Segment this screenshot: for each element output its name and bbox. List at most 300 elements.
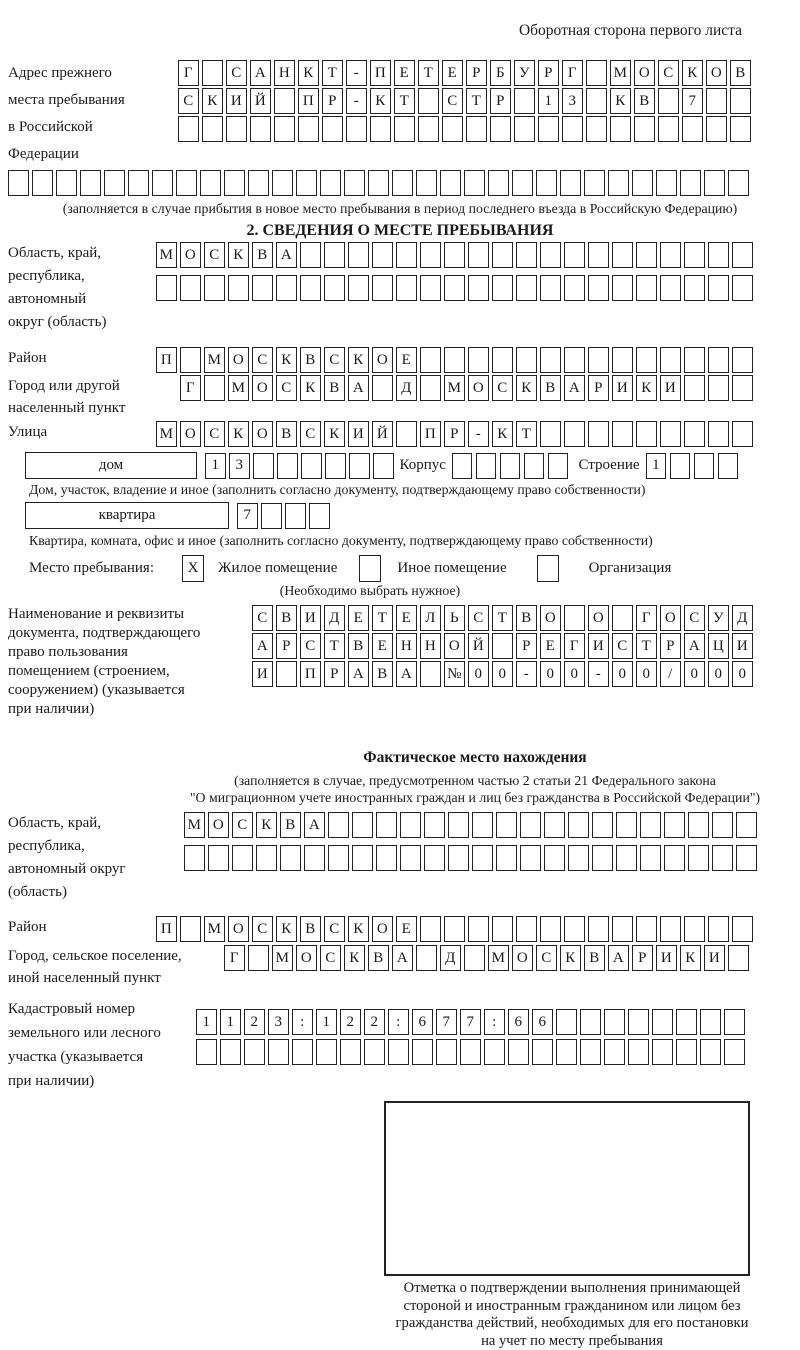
char-cell[interactable] (548, 453, 569, 479)
char-cell[interactable] (608, 170, 629, 196)
char-cell[interactable] (300, 242, 321, 268)
char-cell[interactable] (604, 1039, 625, 1065)
char-cell[interactable] (612, 242, 633, 268)
char-cell[interactable] (564, 242, 585, 268)
char-cell[interactable] (468, 275, 489, 301)
char-cell[interactable] (276, 275, 297, 301)
char-cell[interactable] (261, 503, 282, 529)
char-cell[interactable]: 1 (196, 1009, 217, 1035)
char-cell[interactable] (396, 275, 417, 301)
char-cell[interactable] (468, 347, 489, 373)
char-cell[interactable] (512, 170, 533, 196)
char-cell[interactable] (556, 1009, 577, 1035)
char-cell[interactable] (444, 242, 465, 268)
char-cell[interactable]: И (252, 661, 273, 687)
char-cell[interactable] (684, 275, 705, 301)
char-cell[interactable]: У (514, 60, 535, 86)
district-row[interactable] (156, 347, 753, 373)
char-cell[interactable] (372, 242, 393, 268)
char-cell[interactable]: С (232, 812, 253, 838)
char-cell[interactable]: А (608, 945, 629, 971)
char-cell[interactable]: К (276, 347, 297, 373)
char-cell[interactable] (670, 453, 691, 479)
char-cell[interactable] (660, 347, 681, 373)
char-cell[interactable] (256, 845, 277, 871)
char-cell[interactable]: А (396, 661, 417, 687)
char-cell[interactable]: Е (394, 60, 415, 86)
char-cell[interactable] (588, 275, 609, 301)
char-cell[interactable] (32, 170, 53, 196)
char-cell[interactable]: С (658, 60, 679, 86)
char-cell[interactable] (514, 88, 535, 114)
char-cell[interactable]: О (208, 812, 229, 838)
char-cell[interactable] (588, 347, 609, 373)
char-cell[interactable]: М (156, 421, 177, 447)
char-cell[interactable] (276, 661, 297, 687)
char-cell[interactable]: С (468, 605, 489, 631)
apartment-number-cells[interactable] (237, 503, 330, 529)
char-cell[interactable] (612, 275, 633, 301)
char-cell[interactable] (250, 116, 271, 142)
char-cell[interactable]: 2 (340, 1009, 361, 1035)
char-cell[interactable]: 0 (636, 661, 657, 687)
document-row-2[interactable] (252, 633, 753, 659)
char-cell[interactable] (396, 242, 417, 268)
char-cell[interactable] (274, 116, 295, 142)
char-cell[interactable] (612, 347, 633, 373)
char-cell[interactable] (416, 170, 437, 196)
prev-address-row-1[interactable] (178, 60, 751, 86)
char-cell[interactable]: Б (490, 60, 511, 86)
char-cell[interactable]: С (492, 375, 513, 401)
char-cell[interactable] (280, 845, 301, 871)
char-cell[interactable]: 6 (412, 1009, 433, 1035)
char-cell[interactable] (556, 1039, 577, 1065)
char-cell[interactable] (628, 1039, 649, 1065)
char-cell[interactable]: Л (420, 605, 441, 631)
char-cell[interactable] (268, 1039, 289, 1065)
char-cell[interactable]: И (732, 633, 753, 659)
char-cell[interactable] (204, 275, 225, 301)
char-cell[interactable] (610, 116, 631, 142)
char-cell[interactable]: М (488, 945, 509, 971)
char-cell[interactable] (340, 1039, 361, 1065)
char-cell[interactable] (418, 88, 439, 114)
char-cell[interactable]: М (444, 375, 465, 401)
char-cell[interactable]: К (636, 375, 657, 401)
char-cell[interactable] (580, 1039, 601, 1065)
char-cell[interactable]: Р (632, 945, 653, 971)
char-cell[interactable]: И (348, 421, 369, 447)
char-cell[interactable] (394, 116, 415, 142)
char-cell[interactable]: Е (372, 633, 393, 659)
char-cell[interactable] (56, 170, 77, 196)
char-cell[interactable] (285, 503, 306, 529)
char-cell[interactable]: О (706, 60, 727, 86)
char-cell[interactable]: 2 (364, 1009, 385, 1035)
char-cell[interactable] (244, 1039, 265, 1065)
char-cell[interactable] (604, 1009, 625, 1035)
char-cell[interactable] (508, 1039, 529, 1065)
char-cell[interactable] (373, 453, 394, 479)
char-cell[interactable]: А (348, 375, 369, 401)
char-cell[interactable]: С (204, 242, 225, 268)
char-cell[interactable] (660, 275, 681, 301)
char-cell[interactable] (658, 88, 679, 114)
char-cell[interactable] (464, 945, 485, 971)
char-cell[interactable] (540, 347, 561, 373)
char-cell[interactable]: В (516, 605, 537, 631)
char-cell[interactable]: И (588, 633, 609, 659)
char-cell[interactable] (472, 812, 493, 838)
house-number-cells[interactable] (205, 453, 394, 479)
char-cell[interactable]: Р (660, 633, 681, 659)
char-cell[interactable]: О (588, 605, 609, 631)
char-cell[interactable] (484, 1039, 505, 1065)
char-cell[interactable] (448, 845, 469, 871)
char-cell[interactable] (540, 242, 561, 268)
char-cell[interactable]: К (344, 945, 365, 971)
char-cell[interactable]: Р (490, 88, 511, 114)
char-cell[interactable]: П (298, 88, 319, 114)
char-cell[interactable] (660, 242, 681, 268)
char-cell[interactable]: И (660, 375, 681, 401)
char-cell[interactable] (309, 503, 330, 529)
char-cell[interactable]: С (324, 916, 345, 942)
char-cell[interactable]: С (252, 347, 273, 373)
actual-region-row-1[interactable] (184, 812, 757, 838)
char-cell[interactable] (732, 275, 753, 301)
char-cell[interactable]: О (444, 633, 465, 659)
cadastral-row-2[interactable] (196, 1039, 745, 1065)
char-cell[interactable]: К (682, 60, 703, 86)
char-cell[interactable]: Н (396, 633, 417, 659)
char-cell[interactable]: 1 (205, 453, 226, 479)
char-cell[interactable] (490, 116, 511, 142)
char-cell[interactable] (660, 916, 681, 942)
char-cell[interactable] (418, 116, 439, 142)
char-cell[interactable] (568, 812, 589, 838)
char-cell[interactable] (708, 421, 729, 447)
document-row-1[interactable] (252, 605, 753, 631)
char-cell[interactable] (636, 275, 657, 301)
char-cell[interactable] (488, 170, 509, 196)
char-cell[interactable] (586, 88, 607, 114)
char-cell[interactable]: Т (394, 88, 415, 114)
char-cell[interactable]: О (228, 347, 249, 373)
char-cell[interactable] (420, 242, 441, 268)
char-cell[interactable]: Р (538, 60, 559, 86)
char-cell[interactable]: М (204, 347, 225, 373)
char-cell[interactable] (274, 88, 295, 114)
char-cell[interactable] (616, 845, 637, 871)
char-cell[interactable] (440, 170, 461, 196)
char-cell[interactable] (564, 347, 585, 373)
char-cell[interactable]: К (298, 60, 319, 86)
char-cell[interactable] (664, 845, 685, 871)
stay-type-residential-checkbox[interactable]: X (182, 555, 204, 582)
char-cell[interactable] (540, 421, 561, 447)
char-cell[interactable] (732, 375, 753, 401)
char-cell[interactable]: К (228, 421, 249, 447)
char-cell[interactable] (732, 421, 753, 447)
char-cell[interactable]: И (612, 375, 633, 401)
char-cell[interactable] (224, 170, 245, 196)
char-cell[interactable]: Н (420, 633, 441, 659)
char-cell[interactable]: М (204, 916, 225, 942)
char-cell[interactable]: К (492, 421, 513, 447)
char-cell[interactable] (708, 347, 729, 373)
char-cell[interactable] (220, 1039, 241, 1065)
char-cell[interactable]: 0 (612, 661, 633, 687)
char-cell[interactable]: К (560, 945, 581, 971)
char-cell[interactable]: Р (466, 60, 487, 86)
char-cell[interactable] (412, 1039, 433, 1065)
prev-address-row-3[interactable] (178, 116, 751, 142)
char-cell[interactable]: 7 (436, 1009, 457, 1035)
char-cell[interactable]: 0 (564, 661, 585, 687)
char-cell[interactable]: Т (324, 633, 345, 659)
char-cell[interactable]: К (348, 347, 369, 373)
char-cell[interactable] (388, 1039, 409, 1065)
char-cell[interactable] (712, 812, 733, 838)
char-cell[interactable] (664, 812, 685, 838)
char-cell[interactable] (520, 845, 541, 871)
char-cell[interactable] (588, 916, 609, 942)
char-cell[interactable]: Т (516, 421, 537, 447)
char-cell[interactable]: В (348, 633, 369, 659)
char-cell[interactable]: С (204, 421, 225, 447)
char-cell[interactable] (706, 116, 727, 142)
char-cell[interactable]: П (300, 661, 321, 687)
char-cell[interactable] (536, 170, 557, 196)
char-cell[interactable] (540, 275, 561, 301)
char-cell[interactable]: С (684, 605, 705, 631)
char-cell[interactable] (368, 170, 389, 196)
char-cell[interactable] (694, 453, 715, 479)
char-cell[interactable] (277, 453, 298, 479)
char-cell[interactable]: 7 (237, 503, 258, 529)
char-cell[interactable]: Е (540, 633, 561, 659)
char-cell[interactable] (344, 170, 365, 196)
char-cell[interactable] (316, 1039, 337, 1065)
char-cell[interactable]: Р (588, 375, 609, 401)
char-cell[interactable] (732, 916, 753, 942)
char-cell[interactable]: В (540, 375, 561, 401)
char-cell[interactable]: В (584, 945, 605, 971)
char-cell[interactable]: 3 (229, 453, 250, 479)
char-cell[interactable] (252, 275, 273, 301)
char-cell[interactable] (636, 347, 657, 373)
korpus-cells[interactable] (452, 453, 569, 479)
char-cell[interactable] (724, 1039, 745, 1065)
char-cell[interactable] (104, 170, 125, 196)
char-cell[interactable]: О (296, 945, 317, 971)
char-cell[interactable]: - (468, 421, 489, 447)
char-cell[interactable]: Р (324, 661, 345, 687)
char-cell[interactable]: Й (372, 421, 393, 447)
char-cell[interactable]: В (372, 661, 393, 687)
char-cell[interactable]: М (228, 375, 249, 401)
char-cell[interactable] (464, 170, 485, 196)
char-cell[interactable] (128, 170, 149, 196)
char-cell[interactable]: В (276, 605, 297, 631)
char-cell[interactable]: К (610, 88, 631, 114)
char-cell[interactable] (718, 453, 739, 479)
char-cell[interactable] (684, 347, 705, 373)
char-cell[interactable] (152, 170, 173, 196)
char-cell[interactable] (700, 1039, 721, 1065)
char-cell[interactable] (8, 170, 29, 196)
char-cell[interactable]: : (292, 1009, 313, 1035)
char-cell[interactable]: Р (322, 88, 343, 114)
char-cell[interactable]: И (226, 88, 247, 114)
char-cell[interactable] (202, 60, 223, 86)
char-cell[interactable] (540, 916, 561, 942)
char-cell[interactable]: В (300, 347, 321, 373)
char-cell[interactable]: У (708, 605, 729, 631)
char-cell[interactable] (372, 375, 393, 401)
char-cell[interactable] (516, 242, 537, 268)
char-cell[interactable]: О (252, 375, 273, 401)
char-cell[interactable]: М (156, 242, 177, 268)
char-cell[interactable]: Т (466, 88, 487, 114)
char-cell[interactable] (564, 916, 585, 942)
char-cell[interactable] (472, 845, 493, 871)
char-cell[interactable]: 0 (492, 661, 513, 687)
char-cell[interactable] (708, 916, 729, 942)
char-cell[interactable] (204, 375, 225, 401)
char-cell[interactable]: К (680, 945, 701, 971)
char-cell[interactable]: К (300, 375, 321, 401)
char-cell[interactable]: А (276, 242, 297, 268)
char-cell[interactable]: 0 (732, 661, 753, 687)
char-cell[interactable]: Г (180, 375, 201, 401)
char-cell[interactable] (376, 812, 397, 838)
char-cell[interactable] (322, 116, 343, 142)
char-cell[interactable] (708, 275, 729, 301)
char-cell[interactable] (228, 275, 249, 301)
char-cell[interactable]: О (540, 605, 561, 631)
char-cell[interactable]: Д (440, 945, 461, 971)
char-cell[interactable] (424, 812, 445, 838)
char-cell[interactable] (564, 275, 585, 301)
char-cell[interactable]: С (324, 347, 345, 373)
char-cell[interactable]: 2 (244, 1009, 265, 1035)
char-cell[interactable] (468, 916, 489, 942)
char-cell[interactable]: Й (468, 633, 489, 659)
char-cell[interactable]: Е (442, 60, 463, 86)
char-cell[interactable] (730, 88, 751, 114)
char-cell[interactable] (612, 605, 633, 631)
char-cell[interactable]: П (420, 421, 441, 447)
cadastral-row-1[interactable] (196, 1009, 745, 1035)
char-cell[interactable] (296, 170, 317, 196)
char-cell[interactable] (584, 170, 605, 196)
char-cell[interactable] (208, 845, 229, 871)
char-cell[interactable] (272, 170, 293, 196)
char-cell[interactable]: С (536, 945, 557, 971)
char-cell[interactable]: 1 (316, 1009, 337, 1035)
char-cell[interactable] (370, 116, 391, 142)
char-cell[interactable]: 0 (708, 661, 729, 687)
char-cell[interactable] (466, 116, 487, 142)
char-cell[interactable] (706, 88, 727, 114)
char-cell[interactable] (352, 812, 373, 838)
char-cell[interactable] (544, 812, 565, 838)
char-cell[interactable] (424, 845, 445, 871)
char-cell[interactable]: И (300, 605, 321, 631)
char-cell[interactable] (680, 170, 701, 196)
char-cell[interactable] (176, 170, 197, 196)
char-cell[interactable] (562, 116, 583, 142)
char-cell[interactable]: Д (732, 605, 753, 631)
char-cell[interactable]: А (250, 60, 271, 86)
char-cell[interactable]: Ц (708, 633, 729, 659)
char-cell[interactable] (468, 242, 489, 268)
char-cell[interactable] (328, 845, 349, 871)
char-cell[interactable] (728, 945, 749, 971)
char-cell[interactable] (348, 242, 369, 268)
char-cell[interactable]: С (226, 60, 247, 86)
char-cell[interactable] (730, 116, 751, 142)
char-cell[interactable] (732, 242, 753, 268)
char-cell[interactable]: А (392, 945, 413, 971)
char-cell[interactable]: О (180, 421, 201, 447)
char-cell[interactable]: О (468, 375, 489, 401)
char-cell[interactable] (520, 812, 541, 838)
char-cell[interactable]: 1 (220, 1009, 241, 1035)
char-cell[interactable]: М (272, 945, 293, 971)
char-cell[interactable]: А (252, 633, 273, 659)
char-cell[interactable]: Р (516, 633, 537, 659)
char-cell[interactable] (349, 453, 370, 479)
char-cell[interactable]: К (256, 812, 277, 838)
char-cell[interactable]: Г (562, 60, 583, 86)
char-cell[interactable]: В (280, 812, 301, 838)
stay-type-other-checkbox[interactable] (359, 555, 381, 582)
char-cell[interactable] (588, 242, 609, 268)
char-cell[interactable] (708, 375, 729, 401)
char-cell[interactable]: М (610, 60, 631, 86)
char-cell[interactable]: Ь (444, 605, 465, 631)
char-cell[interactable] (684, 375, 705, 401)
char-cell[interactable] (444, 275, 465, 301)
char-cell[interactable] (436, 1039, 457, 1065)
char-cell[interactable] (516, 916, 537, 942)
char-cell[interactable] (325, 453, 346, 479)
char-cell[interactable]: Т (636, 633, 657, 659)
char-cell[interactable] (442, 116, 463, 142)
char-cell[interactable] (180, 347, 201, 373)
char-cell[interactable]: 6 (508, 1009, 529, 1035)
char-cell[interactable] (372, 275, 393, 301)
char-cell[interactable]: С (178, 88, 199, 114)
char-cell[interactable]: В (300, 916, 321, 942)
street-row[interactable] (156, 421, 753, 447)
char-cell[interactable] (304, 845, 325, 871)
char-cell[interactable]: / (660, 661, 681, 687)
char-cell[interactable]: - (346, 88, 367, 114)
char-cell[interactable]: 7 (682, 88, 703, 114)
char-cell[interactable] (652, 1039, 673, 1065)
char-cell[interactable] (688, 812, 709, 838)
char-cell[interactable]: К (348, 916, 369, 942)
char-cell[interactable]: П (156, 916, 177, 942)
char-cell[interactable] (636, 421, 657, 447)
char-cell[interactable] (712, 845, 733, 871)
char-cell[interactable] (660, 421, 681, 447)
